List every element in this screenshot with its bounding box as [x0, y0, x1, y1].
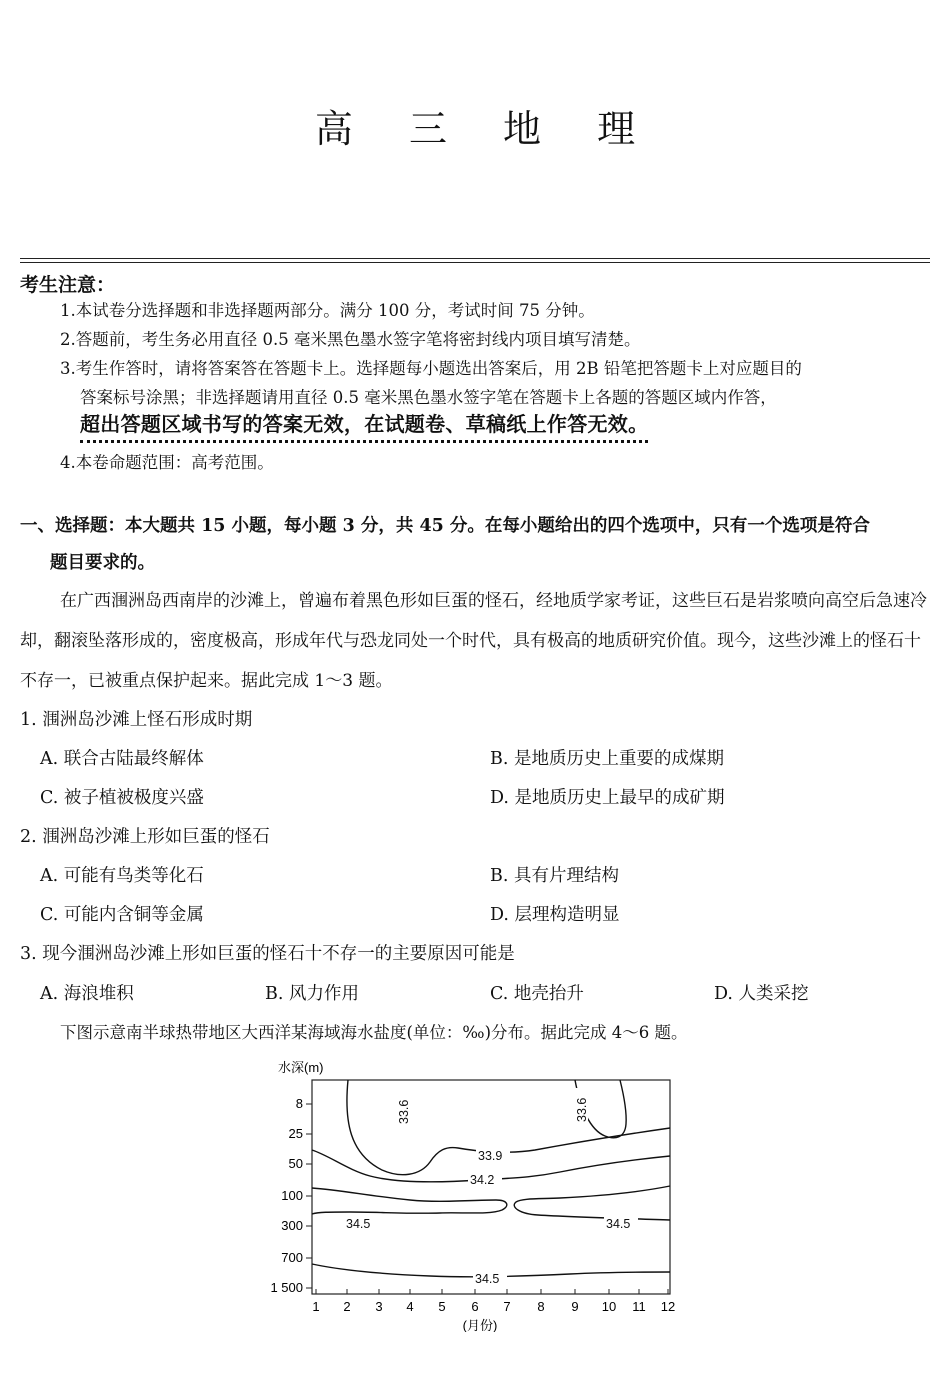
x-tick-label: 11: [632, 1299, 646, 1314]
question-3-stem: 3. 现今涠洲岛沙滩上形如巨蛋的怪石十不存一的主要原因可能是: [20, 944, 515, 964]
question-1-option-b: B. 是地质历史上重要的成煤期: [490, 749, 724, 769]
y-tick-label: 50: [288, 1156, 303, 1171]
y-tick-label: 25: [288, 1126, 303, 1141]
x-tick-label: 9: [571, 1299, 579, 1314]
y-tick-label: 100: [281, 1188, 303, 1203]
x-ticks: [316, 1289, 668, 1294]
contour-label-33-6-left: 33.6: [397, 1099, 411, 1124]
notice-heading: 考生注意：: [20, 274, 116, 296]
passage-2: 下图示意南半球热带地区大西洋某海域海水盐度(单位：‰)分布。据此完成 4～6 题。: [60, 1023, 688, 1042]
y-axis-label: 水深(m): [278, 1060, 324, 1075]
notice-item-4: 4.本卷命题范围：高考范围。: [60, 453, 274, 472]
x-tick-label: 5: [438, 1299, 446, 1314]
contour-label-34-5-right: 34.5: [606, 1217, 631, 1231]
question-3-option-a: A. 海浪堆积: [40, 984, 134, 1004]
contour-line-34-5-upper-right: [514, 1186, 670, 1220]
contour-label-33-6-right: 33.6: [575, 1097, 589, 1122]
notice-item-2: 2.答题前，考生务必用直径 0.5 毫米黑色墨水签字笔将密封线内项目填写清楚。: [60, 330, 641, 349]
x-tick-label: 7: [503, 1299, 511, 1314]
question-2-option-a: A. 可能有鸟类等化石: [40, 866, 204, 886]
x-axis-label: (月份): [462, 1318, 498, 1332]
contour-label-33-9: 33.9: [478, 1149, 503, 1163]
x-tick-label: 6: [471, 1299, 479, 1314]
question-3-option-d: D. 人类采挖: [714, 984, 809, 1004]
notice-item-3: 3.考生作答时，请将答案答在答题卡上。选择题每小题选出答案后，用 2B 铅笔把答题卡上对应题目的: [60, 359, 802, 378]
section-heading: [20, 508, 932, 582]
question-3-option-c: C. 地壳抬升: [490, 984, 584, 1004]
salinity-contour-chart: [270, 1052, 680, 1332]
question-2-option-c: C. 可能内含铜等金属: [40, 905, 204, 925]
header-rule-thin: [20, 262, 930, 263]
section-heading-line2: 题目要求的。: [50, 553, 155, 573]
page-title: 高 三 地 理: [314, 107, 658, 151]
y-tick-label: 1 500: [270, 1280, 303, 1295]
header-rule-thick: [20, 258, 930, 259]
section-heading-line1: 一、选择题：本大题共 15 小题，每小题 3 分，共 45 分。在每小题给出的四个选项中，只有一个选项是符合: [20, 516, 870, 536]
question-2-option-d: D. 层理构造明显: [490, 905, 620, 925]
notice-item-1: 1.本试卷分选择题和非选择题两部分。满分 100 分，考试时间 75 分钟。: [60, 301, 595, 320]
emphasis-text: 超出答题区域书写的答案无效，在试题卷、草稿纸上作答无效。: [80, 412, 648, 443]
question-2-stem: 2. 涠洲岛沙滩上形如巨蛋的怪石: [20, 827, 270, 847]
x-tick-label: 3: [375, 1299, 383, 1314]
question-1-option-c: C. 被子植被极度兴盛: [40, 788, 204, 808]
contour-label-34-5-bottom: 34.5: [475, 1272, 500, 1286]
question-1-stem: 1. 涠洲岛沙滩上怪石形成时期: [20, 710, 253, 730]
passage-1: 在广西涠洲岛西南岸的沙滩上，曾遍布着黑色形如巨蛋的怪石，经地质学家考证，这些巨石是岩浆喷向高空后急速冷却，翻滚坠落形成的，密度极高，形成年代与恐龙同处一个时代，具有极高的地质研究价值。现今，这些沙滩上的怪石十不存一，已被重点保护起来。据此完成 1～3 题。: [20, 591, 927, 691]
y-tick-label: 300: [281, 1218, 303, 1233]
notice-item-3-cont: 答案标号涂黑；非选择题请用直径 0.5 毫米黑色墨水签字笔在答题卡上各题的答题区域内作答，: [80, 388, 777, 407]
question-2-option-b: B. 具有片理结构: [490, 866, 619, 886]
x-tick-label: 4: [406, 1299, 414, 1314]
x-tick-label: 2: [343, 1299, 351, 1314]
question-3-option-b: B. 风力作用: [265, 984, 359, 1004]
contour-line-34-5-upper-left: [312, 1188, 507, 1214]
y-ticks: [306, 1104, 312, 1288]
notice-item-3-emphasis: [80, 410, 950, 439]
x-tick-label: 12: [660, 1299, 676, 1314]
y-tick-label: 8: [295, 1096, 303, 1111]
x-tick-label: 1: [312, 1299, 320, 1314]
contour-label-34-5-left: 34.5: [346, 1217, 371, 1231]
contour-label-34-2: 34.2: [470, 1173, 495, 1187]
y-tick-label: 700: [281, 1250, 303, 1265]
x-tick-label: 8: [537, 1299, 545, 1314]
x-tick-label: 10: [601, 1299, 617, 1314]
question-1-option-d: D. 是地质历史上最早的成矿期: [490, 788, 725, 808]
question-1-option-a: A. 联合古陆最终解体: [40, 749, 204, 769]
